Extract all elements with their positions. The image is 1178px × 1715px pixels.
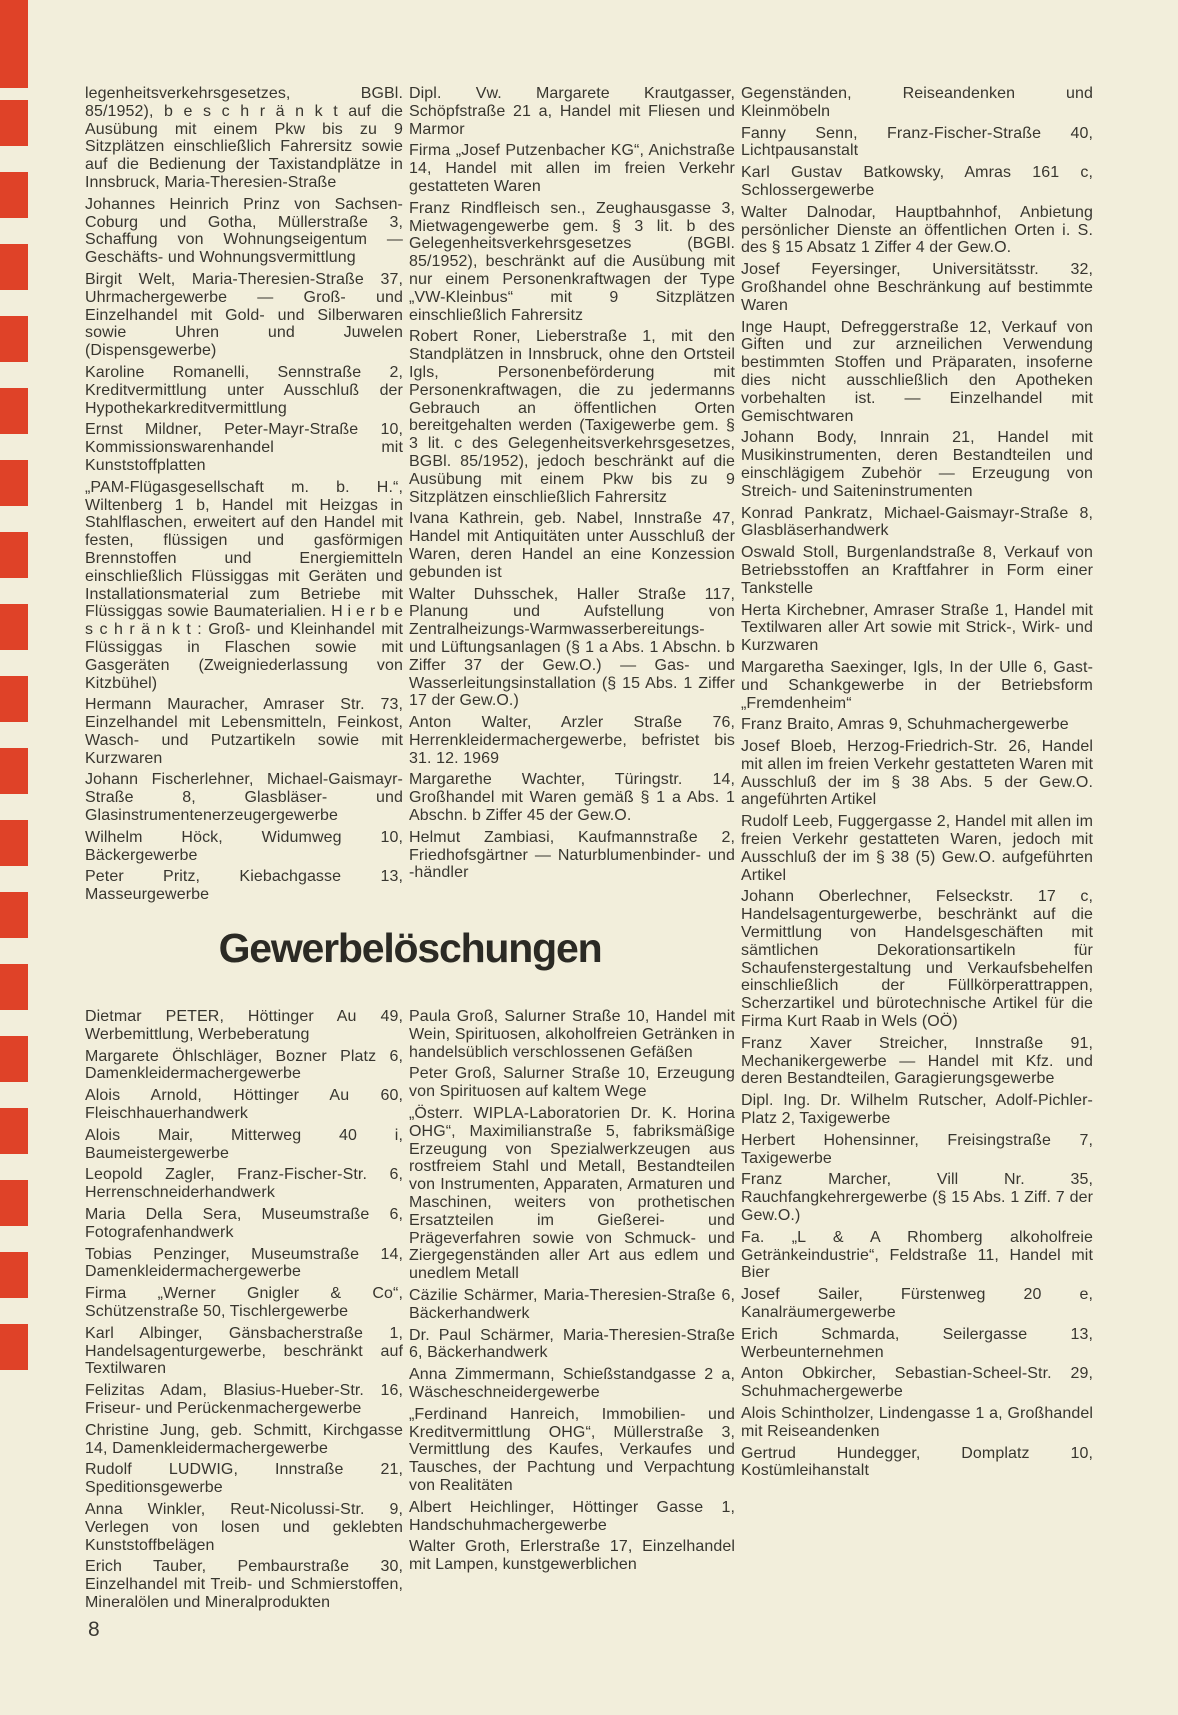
gazette-entry: Anna Zimmermann, Schießstandgasse 2 a, Wäscheschneidergewerbe — [409, 1366, 735, 1401]
gazette-entry: „Ferdinand Hanreich, Immobilien- und Kreditvermittlung OHG“, Müllerstraße 3, Vermittlung des Kaufes, Verkaufes und Tausches, der Pachtung und Verpachtung von Realitäten — [409, 1405, 735, 1494]
gazette-entry: Fa. „L & A Rhomberg alkoholfreie Getränkeindustrie“, Feldstraße 11, Handel mit Bier — [741, 1228, 1093, 1282]
gazette-entry: Rudolf Leeb, Fuggergasse 2, Handel mit allen im freien Verkehr gestatteten Waren, jedoch mit Ausschluß der im § 38 (5) Gew.O. aufgeführten Artikel — [741, 813, 1093, 884]
gazette-entry: Fanny Senn, Franz-Fischer-Straße 40, Lichtpausanstalt — [741, 124, 1093, 160]
gazette-entry: Margarethe Wachter, Türingstr. 14, Großhandel mit Waren gemäß § 1 a Abs. 1 Abschn. b Ziffer 45 der Gew.O. — [409, 771, 735, 825]
gazette-entry: Paula Groß, Salurner Straße 10, Handel mit Wein, Spirituosen, alkoholfreien Getränken in handelsüblich verschlossenen Gefäßen — [409, 1008, 735, 1061]
gazette-entry: Margarete Öhlschläger, Bozner Platz 6, Damenkleidermachergewerbe — [85, 1047, 403, 1083]
gazette-entry: Josef Feyersinger, Universitätsstr. 32, Großhandel ohne Beschränkung auf bestimmte Waren — [741, 261, 1093, 314]
gazette-entry: Josef Bloeb, Herzog-Friedrich-Str. 26, Handel mit allen im freien Verkehr gestatteten Waren mit Ausschluß der im § 38 Abs. 5 der Gew.O. angeführten Artikel — [741, 738, 1093, 809]
gazette-entry: Walter Dalnodar, Hauptbahnhof, Anbietung persönlicher Dienste an öffentlichen Orten i. S. des § 15 Absatz 1 Ziffer 4 der Gew.O. — [741, 203, 1093, 257]
gazette-entry: Josef Sailer, Fürstenweg 20 e, Kanalräumergewerbe — [741, 1286, 1093, 1321]
column-middle-bottom — [409, 1008, 735, 1650]
gazette-entry: Franz Braito, Amras 9, Schuhmachergewerbe — [741, 716, 1069, 734]
gazette-entry: Johann Body, Innrain 21, Handel mit Musikinstrumenten, deren Bestandteilen und einschlägigem Zubehör — Erzeugung von Streich- und Saiteninstrumenten — [741, 429, 1093, 500]
column-left-top — [85, 85, 403, 931]
gazette-entry: Felizitas Adam, Blasius-Hueber-Str. 16, Friseur- und Perückenmachergewerbe — [85, 1382, 403, 1417]
column-left-bottom — [85, 1008, 403, 1650]
gazette-entry: Johann Oberlechner, Felseckstr. 17 c, Handelsagenturgewerbe, beschränkt auf die Vermittlung von Handelsgeschäften mit sämtlichen Dekorationsartikeln für Schaufenstergestaltung und Verkaufsbehelfen einschließlich der Füllkörperattrappen, Scherzartikel und bürotechnische Artikel für die Firma Kurt Raab in Wels (OÖ) — [741, 888, 1093, 1031]
gazette-entry: Oswald Stoll, Burgenlandstraße 8, Verkauf von Betriebsstoffen an Kraftfahrer in Form einer Tankstelle — [741, 544, 1093, 597]
gazette-entry: Christine Jung, geb. Schmitt, Kirchgasse 14, Damenkleidermachergewerbe — [85, 1421, 403, 1457]
gazette-entry: Erich Schmarda, Seilergasse 13, Werbeunternehmen — [741, 1325, 1093, 1361]
gazette-entry: Walter Duhsschek, Haller Straße 117, Planung und Aufstellung von Zentralheizungs-Warmwasserbereitungs- und Lüftungsanlagen (§ 1 a Abs. 1 Abschn. b Ziffer 37 der Gew.O.) — Gas- und Wasserleitungsinstallation (§ 15 Abs. 1 Ziffer 17 der Gew.O.) — [409, 585, 735, 710]
gazette-entry: Dietmar PETER, Höttinger Au 49, Werbemittlung, Werbeberatung — [85, 1008, 403, 1043]
gazette-entry: Robert Roner, Lieberstraße 1, mit den Standplätzen in Innsbruck, ohne den Ortsteil Igls, Personenbeförderung mit Personenkraftwagen, die zu jedermanns Gebrauch an öffentlichen Orten bereitgehalten werden (Taxigewerbe gem. § 3 lit. c des Gelegenheitsverkehrsgesetzes, BGBl. 85/1952), jedoch beschränkt auf die Ausübung mit einem Pkw bis zu 9 Sitzplätzen einschließlich Fahrersitz — [409, 328, 735, 506]
gazette-entry: Dipl. Vw. Margarete Krautgasser, Schöpfstraße 21 a, Handel mit Fliesen und Marmor — [409, 85, 735, 138]
gazette-entry: Dr. Paul Schärmer, Maria-Theresien-Straße 6, Bäckerhandwerk — [409, 1326, 735, 1362]
column-right — [741, 85, 1093, 1625]
gazette-entry: Leopold Zagler, Franz-Fischer-Str. 6, Herrenschneiderhandwerk — [85, 1166, 403, 1202]
gazette-entry: Gegenständen, Reiseandenken und Kleinmöbeln — [741, 85, 1093, 120]
gazette-entry: Inge Haupt, Defreggerstraße 12, Verkauf von Giften und zur arzneilichen Verwendung bestimmten Stoffen und Präparaten, insoferne dies nicht ausschließlich den Apotheken vorbehalten ist. — Einzelhandel mit Gemischtwaren — [741, 318, 1093, 425]
gazette-entry: Anton Walter, Arzler Straße 76, Herrenkleidermachergewerbe, befristet bis 31. 12. 1969 — [409, 714, 735, 767]
gazette-entry: Ivana Kathrein, geb. Nabel, Innstraße 47, Handel mit Antiquitäten unter Ausschluß der Waren, deren Handel an eine Konzession gebunden ist — [409, 510, 735, 581]
gazette-entry: Rudolf LUDWIG, Innstraße 21, Speditionsgewerbe — [85, 1461, 403, 1497]
gazette-entry: Dipl. Ing. Dr. Wilhelm Rutscher, Adolf-Pichler-Platz 2, Taxigewerbe — [741, 1092, 1093, 1128]
gazette-entry: Helmut Zambiasi, Kaufmannstraße 2, Friedhofsgärtner — Naturblumenbinder- und -händler — [409, 828, 735, 882]
gazette-entry: Herta Kirchebner, Amraser Straße 1, Handel mit Textilwaren aller Art sowie mit Strick-, Wirk- und Kurzwaren — [741, 601, 1093, 655]
gazette-entry: Herbert Hohensinner, Freisingstraße 7, Taxigewerbe — [741, 1131, 1093, 1167]
gazette-entry: Karl Gustav Batkowsky, Amras 161 c, Schlossergewerbe — [741, 164, 1093, 199]
gazette-entry: Gertrud Hundegger, Domplatz 10, Kostümleihanstalt — [741, 1444, 1093, 1480]
gazette-entry: Franz Rindfleisch sen., Zeughausgasse 3, Mietwagengewerbe gem. § 3 lit. b des Gelegenheitsverkehrsgesetzes (BGBl. 85/1952), beschränkt auf die Ausübung mit nur einem Personenkraftwagen der Type „VW-Kleinbus“ mit 9 Sitzplätzen einschließlich Fahrersitz — [409, 199, 735, 324]
gazette-entry: Johannes Heinrich Prinz von Sachsen-Coburg und Gotha, Müllerstraße 3, Schaffung von Wohnungseigentum — Geschäfts- und Wohnungsvermittlung — [85, 195, 403, 267]
gazette-entry: Franz Xaver Streicher, Innstraße 91, Mechanikergewerbe — Handel mit Kfz. und deren Bestandteilen, Garagierungsgewerbe — [741, 1034, 1093, 1088]
gazette-entry: Anton Obkircher, Sebastian-Scheel-Str. 29, Schuhmachergewerbe — [741, 1365, 1093, 1401]
gazette-entry: Wilhelm Höck, Widumweg 10, Bäckergewerbe — [85, 828, 403, 864]
gazette-entry: Walter Groth, Erlerstraße 17, Einzelhandel mit Lampen, kunstgewerblichen — [409, 1538, 735, 1574]
gazette-entry: Margaretha Saexinger, Igls, In der Ulle 6, Gast- und Schankgewerbe in der Betriebsform „Fremdenheim“ — [741, 658, 1093, 712]
gazette-entry: Firma „Werner Gnigler & Co“, Schützenstraße 50, Tischlergewerbe — [85, 1285, 403, 1320]
gazette-entry: „Österr. WIPLA-Laboratorien Dr. K. Horina OHG“, Maximilianstraße 5, fabriksmäßige Erzeugung von Spezialwerkzeugen aus rostfreiem Stahl und Metall, Bestandteilen von Instrumenten, Apparaten, Armaturen und Maschinen, weiters von prothetischen Ersatzteilen im Gießerei- und Prägeverfahren sowie von Schmuck- und Ziergegenständen aller Art aus edlem und unedlem Metall — [409, 1104, 735, 1283]
gazette-entry: Firma „Josef Putzenbacher KG“, Anichstraße 14, Handel mit allen im freien Verkehr gestatteten Waren — [409, 142, 735, 195]
gazette-entry: Alois Schintholzer, Lindengasse 1 a, Großhandel mit Reiseandenken — [741, 1404, 1093, 1440]
gazette-entry: Peter Pritz, Kiebachgasse 13, Masseurgewerbe — [85, 868, 403, 904]
gazette-entry: Ernst Mildner, Peter-Mayr-Straße 10, Kommissionswarenhandel mit Kunststoffplatten — [85, 421, 403, 474]
gazette-entry: Alois Mair, Mitterweg 40 i, Baumeistergewerbe — [85, 1126, 403, 1162]
print-registration-marks — [0, 0, 28, 1392]
gazette-entry: Peter Groß, Salurner Straße 10, Erzeugung von Spirituosen auf kaltem Wege — [409, 1065, 735, 1101]
section-heading: Gewerbelöschungen — [218, 925, 602, 971]
gazette-entry: Karl Albinger, Gänsbacherstraße 1, Handelsagenturgewerbe, beschränkt auf Textilwaren — [85, 1324, 403, 1378]
gazette-entry: legenheitsverkehrsgesetzes, BGBl. 85/1952), b e s c h r ä n k t auf die Ausübung mit einem Pkw bis zu 9 Sitzplätzen einschließlich Fahrersitz sowie auf die Bedienung der Taxistandplätze in Innsbruck, Maria-Theresien-Straße — [85, 85, 403, 191]
gazette-entry: Cäzilie Schärmer, Maria-Theresien-Straße 6, Bäckerhandwerk — [409, 1286, 735, 1322]
gazette-entry: Erich Tauber, Pembaurstraße 30, Einzelhandel mit Treib- und Schmierstoffen, Mineralölen und Mineralprodukten — [85, 1558, 403, 1611]
gazette-entry: Tobias Penzinger, Museumstraße 14, Damenkleidermachergewerbe — [85, 1245, 403, 1281]
gazette-entry: Johann Fischerlehner, Michael-Gaismayr-Straße 8, Glasbläser- und Glasinstrumentenerzeugergewerbe — [85, 771, 403, 825]
page-number: 8 — [88, 1618, 100, 1641]
gazette-entry: Hermann Mauracher, Amraser Str. 73, Einzelhandel mit Lebensmitteln, Feinkost, Wasch- und Putzartikeln sowie mit Kurzwaren — [85, 696, 403, 767]
gazette-entry: Anna Winkler, Reut-Nicolussi-Str. 9, Verlegen von losen und geklebten Kunststoffbelägen — [85, 1500, 403, 1554]
gazette-entry: Birgit Welt, Maria-Theresien-Straße 37, Uhrmachergewerbe — Groß- und Einzelhandel mit Gold- und Silberwaren sowie Uhren und Juwelen (Dispensgewerbe) — [85, 270, 403, 360]
gazette-entry: Albert Heichlinger, Höttinger Gasse 1, Handschuhmachergewerbe — [409, 1498, 735, 1534]
gazette-entry: Maria Della Sera, Museumstraße 6, Fotografenhandwerk — [85, 1205, 403, 1241]
column-middle-top — [409, 85, 735, 931]
gazette-entry: Karoline Romanelli, Sennstraße 2, Kreditvermittlung unter Ausschluß der Hypothekarkreditvermittlung — [85, 363, 403, 417]
gazette-entry: „PAM-Flügasgesellschaft m. b. H.“, Wiltenberg 1 b, Handel mit Heizgas in Stahlflaschen, erweitert auf den Handel mit festen, flüssigen und gasförmigen Brennstoffen und Energiemitteln einschließlich Flüssiggas mit Geräten und Installationsmaterial zum Betriebe mit Flüssiggas sowie Baumaterialien. H i e r b e s c h r ä n k t : Groß- und Kleinhandel mit Flüssiggas in Flaschen sowie mit Gasgeräten (Zweigniederlassung von Kitzbühel) — [85, 478, 403, 692]
gazette-entry: Franz Marcher, Vill Nr. 35, Rauchfangkehrergewerbe (§ 15 Abs. 1 Ziff. 7 der Gew.O.) — [741, 1171, 1093, 1225]
gazette-entry: Konrad Pankratz, Michael-Gaismayr-Straße 8, Glasbläserhandwerk — [741, 504, 1093, 540]
gazette-entry: Alois Arnold, Höttinger Au 60, Fleischhauerhandwerk — [85, 1087, 403, 1122]
